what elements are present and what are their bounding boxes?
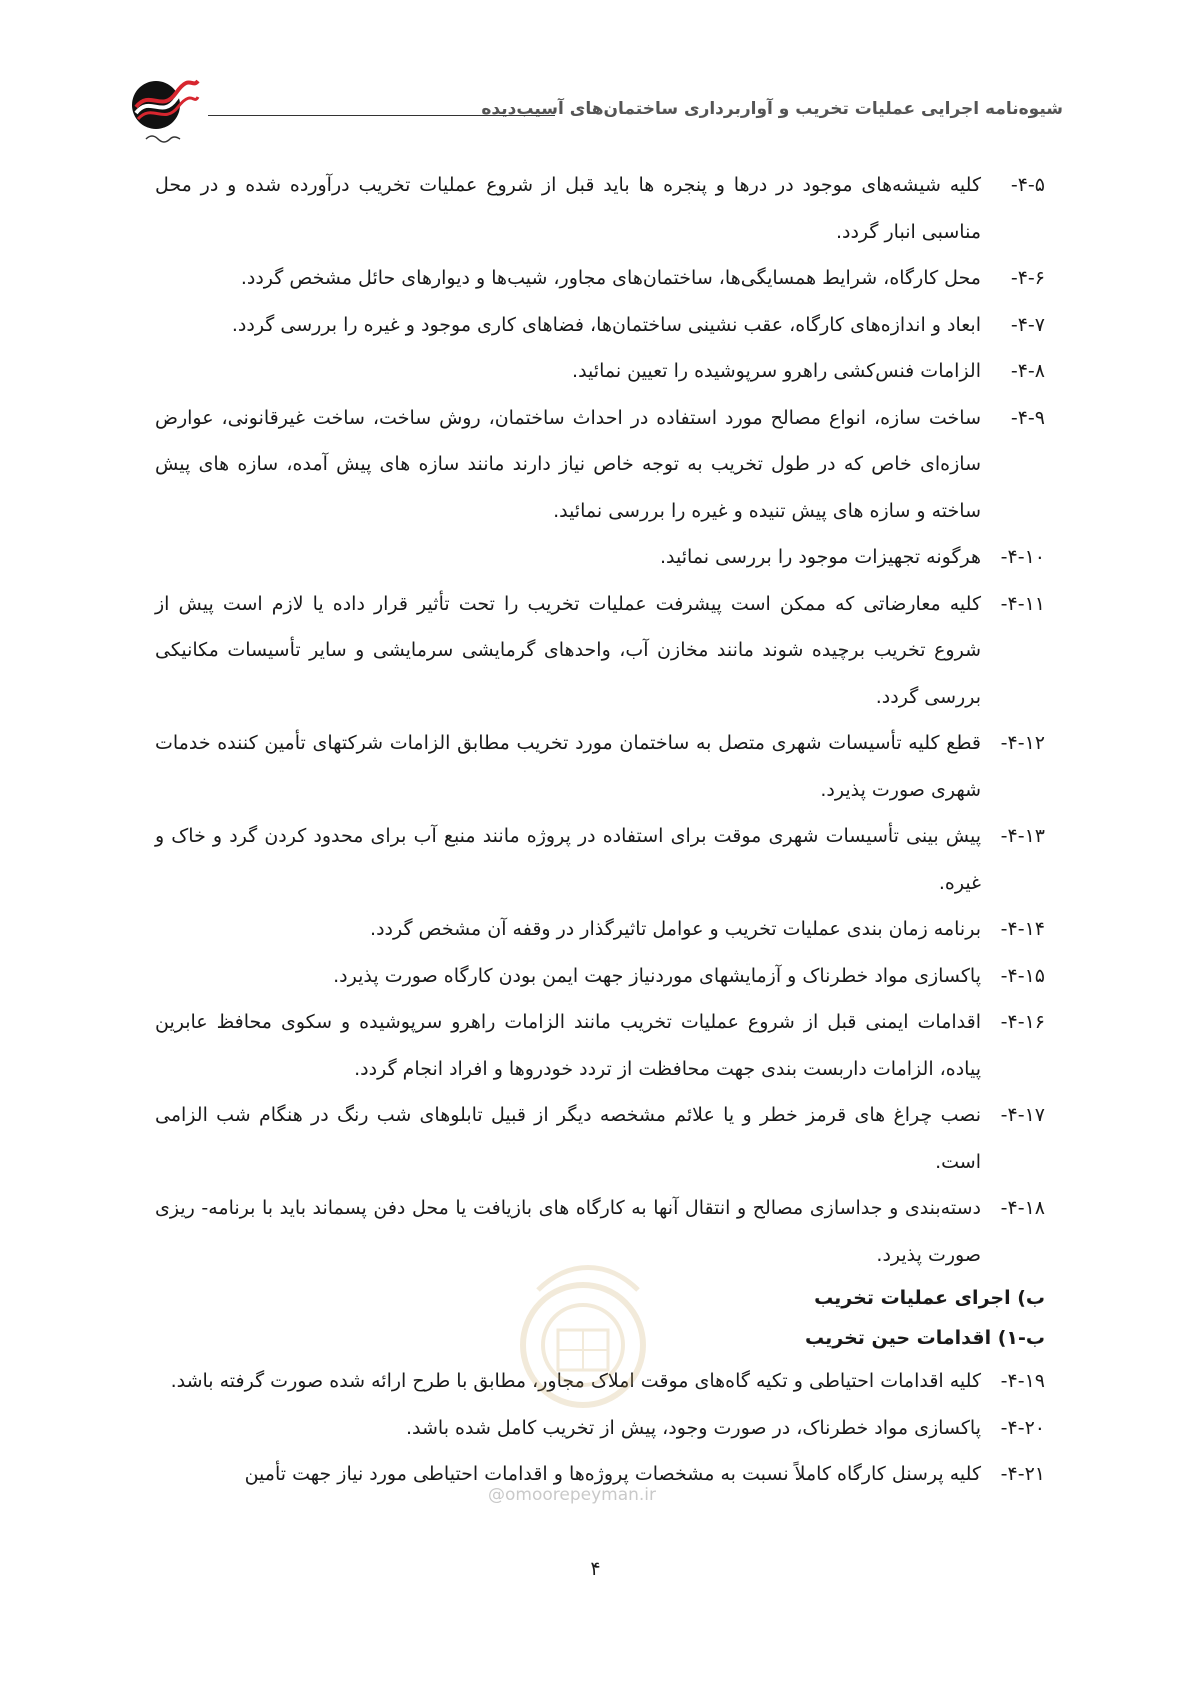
item-number: ۴-۱۴- [1000,918,1045,940]
watermark-url: @omoorepeyman.ir [488,1485,657,1505]
list-item [155,999,1045,1092]
item-text: کلیه شیشه‌های موجود در درها و پنجره ها باید قبل از شروع عملیات تخریب درآورده شده و در محل مناسبی انبار گردد. [155,174,981,243]
item-number: ۴-۲۱- [1000,1463,1045,1485]
list-item [155,302,1045,349]
item-number: ۴-۱۹- [1000,1370,1045,1392]
list-item [155,581,1045,721]
item-text: الزامات فنس‌کشی راهرو سرپوشیده را تعیین نمائید. [572,360,981,382]
list-item [155,348,1045,395]
item-text: نصب چراغ های قرمز خطر و یا علائم مشخصه دیگر از قبیل تابلوهای شب رنگ در هنگام شب الزامی است. [155,1104,981,1173]
item-number: ۴-۱۷- [1000,1104,1045,1126]
item-text: دسته‌بندی و جداسازی مصالح و انتقال آنها به کارگاه های بازیافت یا محل دفن پسماند باید با برنامه- ریزی صورت پذیرد. [155,1197,981,1266]
item-text: برنامه زمان بندی عملیات تخریب و عوامل تاثیرگذار در وقفه آن مشخص گردد. [370,918,981,940]
item-number: ۴-۱۸- [1000,1197,1045,1219]
item-number: ۴-۱۱- [1000,592,1045,615]
item-number: ۴-۱۰- [1000,546,1045,568]
section-subheading: ب-۱) اقدامات حین تخریب [805,1327,1045,1349]
item-text: ساخت سازه، انواع مصالح مورد استفاده در احداث ساختمان، روش ساخت، ساخت غیرقانونی، عوارض سازه‌ای خاص که در طول تخریب به توجه خاص نیاز دارند مانند سازه های پیش آمده، سازه های پیش ساخته و سازه های پیش تنیده و غیره را بررسی نمائید. [155,406,981,522]
item-number: ۴-۶- [1010,267,1045,289]
section-heading: ب) اجرای عملیات تخریب [814,1287,1045,1309]
list-item [155,255,1045,302]
publisher-watermark-icon [478,1250,688,1420]
item-text: پاکسازی مواد خطرناک، در صورت وجود، پیش از تخریب کامل شده باشد. [405,1416,981,1439]
list-item [155,906,1045,953]
header-divider [208,115,555,116]
list-item [155,395,1045,535]
item-number: ۴-۱۲- [1000,732,1045,754]
page-header [128,95,1063,135]
item-text: هرگونه تجهیزات موجود را بررسی نمائید. [660,546,981,568]
item-text: ابعاد و اندازه‌های کارگاه، عقب نشینی ساختمان‌ها، فضاهای کاری موجود و غیره را بررسی گردد. [231,313,981,336]
item-text: پیش بینی تأسیسات شهری موقت برای استفاده در پروژه مانند منبع آب برای محدود کردن گرد و خاک و غیره. [155,825,981,894]
item-text: اقدامات ایمنی قبل از شروع عملیات تخریب مانند الزامات راهرو سرپوشیده و سکوی محافظ عابرین پیاده، الزامات داربست بندی جهت محافظت از تردد خودروها و افراد انجام گردد. [155,1011,981,1080]
item-text: قطع کلیه تأسیسات شهری متصل به ساختمان مورد تخریب مطابق الزامات شرکتهای تأمین کننده خدمات شهری صورت پذیرد. [155,732,981,801]
item-number: ۴-۷- [1010,313,1045,336]
item-number: ۴-۲۰- [1000,1416,1045,1439]
item-number: ۴-۱۵- [1000,964,1045,987]
list-item [155,162,1045,255]
item-number: ۴-۱۳- [1000,825,1045,847]
list-item [155,1092,1045,1185]
item-text: پاکسازی مواد خطرناک و آزمایشهای موردنیاز جهت ایمن بودن کارگاه صورت پذیرد. [333,964,981,987]
item-number: ۴-۵- [1010,174,1045,196]
list-item [155,953,1045,1000]
item-number: ۴-۱۶- [1000,1011,1045,1033]
list-item [155,813,1045,906]
list-item [155,720,1045,813]
item-text: کلیه اقدامات احتیاطی و تکیه گاه‌های موقت املاک مجاور، مطابق با طرح ارائه شده صورت گرفته باشد. [170,1370,981,1392]
item-text: کلیه پرسنل کارگاه کاملاً نسبت به مشخصات پروژه‌ها و اقدامات احتیاطی مورد نیاز جهت تأمین [244,1463,981,1485]
item-number: ۴-۹- [1010,406,1045,429]
list-item [155,534,1045,581]
item-number: ۴-۸- [1010,360,1045,382]
header-title: شیوه‌نامه اجرایی عملیات تخریب و آواربرداری ساختمان‌های آسیب‌دیده [481,99,1063,119]
item-text: محل کارگاه، شرایط همسایگی‌ها، ساختمان‌های مجاور، شیب‌ها و دیوارهای حائل مشخص گردد. [240,267,981,289]
page-number: ۴ [590,1558,601,1580]
publisher-logo-icon [128,75,202,149]
item-text: کلیه معارضاتی که ممکن است پیشرفت عملیات تخریب را تحت تأثیر قرار داده یا لازم است پیش از شروع تخریب برچیده شوند مانند مخازن آب، واحدهای گرمایشی سرمایشی و سایر تأسیسات مکانیکی بررسی گردد. [155,592,981,708]
list-section-a [155,162,1045,1278]
